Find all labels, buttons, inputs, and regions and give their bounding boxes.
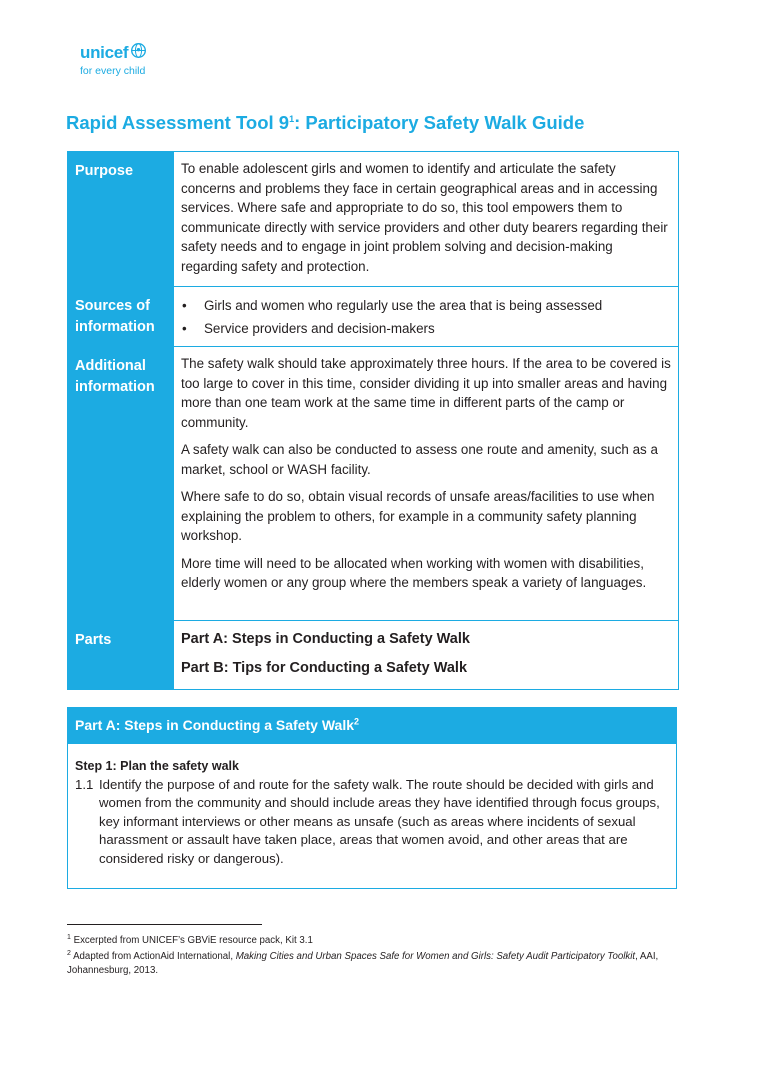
list-item: • Service providers and decision-makers [182,321,435,336]
additional-paragraph: The safety walk should take approximately three hours. If the area to be covered is too large to cover in this time, consider dividing it up into smaller areas and having more than one team work at the same time in different parts of the camp or community. [181,356,671,430]
step-text: Identify the purpose of and route for the safety walk. The route should be decided with girls and women from the community and should include areas they have identified through focus groups, key informant interviews or other means as unsafe (such as areas where incidents of sexual harassment or assault have taken place, areas that women avoid, and other areas that are considered risky or dangerous). [99,776,660,866]
purpose-text: To enable adolescent girls and women to identify and articulate the safety concerns and problems they face in certain geographical areas and in accessing services. Where safe and appropriate to do so, this tool empowers them to communicate directly with service providers and other duty bearers regarding their safety needs and to engage in joint problem solving and decision-making regarding safety and protection. [181,161,668,274]
step-1-1-item [75,776,668,869]
additional-label: Additional information [68,347,174,620]
footnote-2: $^2$ Adapted from ActionAid International, Making Cities and Urban Spaces Safe for Women and Girls: Safety Audit Participatory Toolkit, AAI, Johannesburg, 2013. [67,949,659,976]
logo-tagline: for every child [80,65,146,77]
logo-brand: unicef [80,43,129,62]
additional-row [68,346,678,620]
additional-paragraph: More time will need to be allocated when working with women with disabilities, elderly women or any group where the members speak a variety of languages. [181,555,647,590]
page-title: Rapid Assessment Tool $9^1$: Participatory Safety Walk Guide [66,112,585,133]
unicef-logo [80,42,147,77]
parts-row [68,620,678,689]
part-a-section [67,707,677,889]
sources-label: Sources of information [68,287,174,346]
step-1-title: Step 1: Plan the safety walk [75,759,239,773]
overview-table [67,151,679,690]
part-a-item: Part A: Steps in Conducting a Safety Walk [181,631,470,647]
additional-paragraph: A safety walk can also be conducted to assess one route and amenity, such as a market, school or WASH facility. [181,442,658,477]
sources-list [181,296,672,339]
footnote-ref-1: 1 [289,113,295,124]
list-item: • Girls and women who regularly use the area that is being assessed [182,298,603,313]
footnote-1: $^1$ Excerpted from UNICEF’s GBViE resource pack, Kit 3.1 [67,933,313,946]
purpose-label: Purpose [68,152,174,286]
part-b-item: Part B: Tips for Conducting a Safety Walk [181,660,468,676]
step-number: 1.1 [75,776,94,792]
additional-paragraph: Where safe to do so, obtain visual records of unsafe areas/facilities to use when explaining the problem to others, for example in a community safety planning workshop. [181,489,655,543]
sources-row [68,286,678,346]
part-a-heading: Part A: Steps in Conducting a Safety Walk$^2$ [68,708,676,744]
footnote-divider [67,924,262,925]
parts-label: Parts [68,621,174,689]
purpose-row [68,152,678,286]
globe-icon [130,42,147,64]
footnote-ref-2: 2 [354,716,360,727]
